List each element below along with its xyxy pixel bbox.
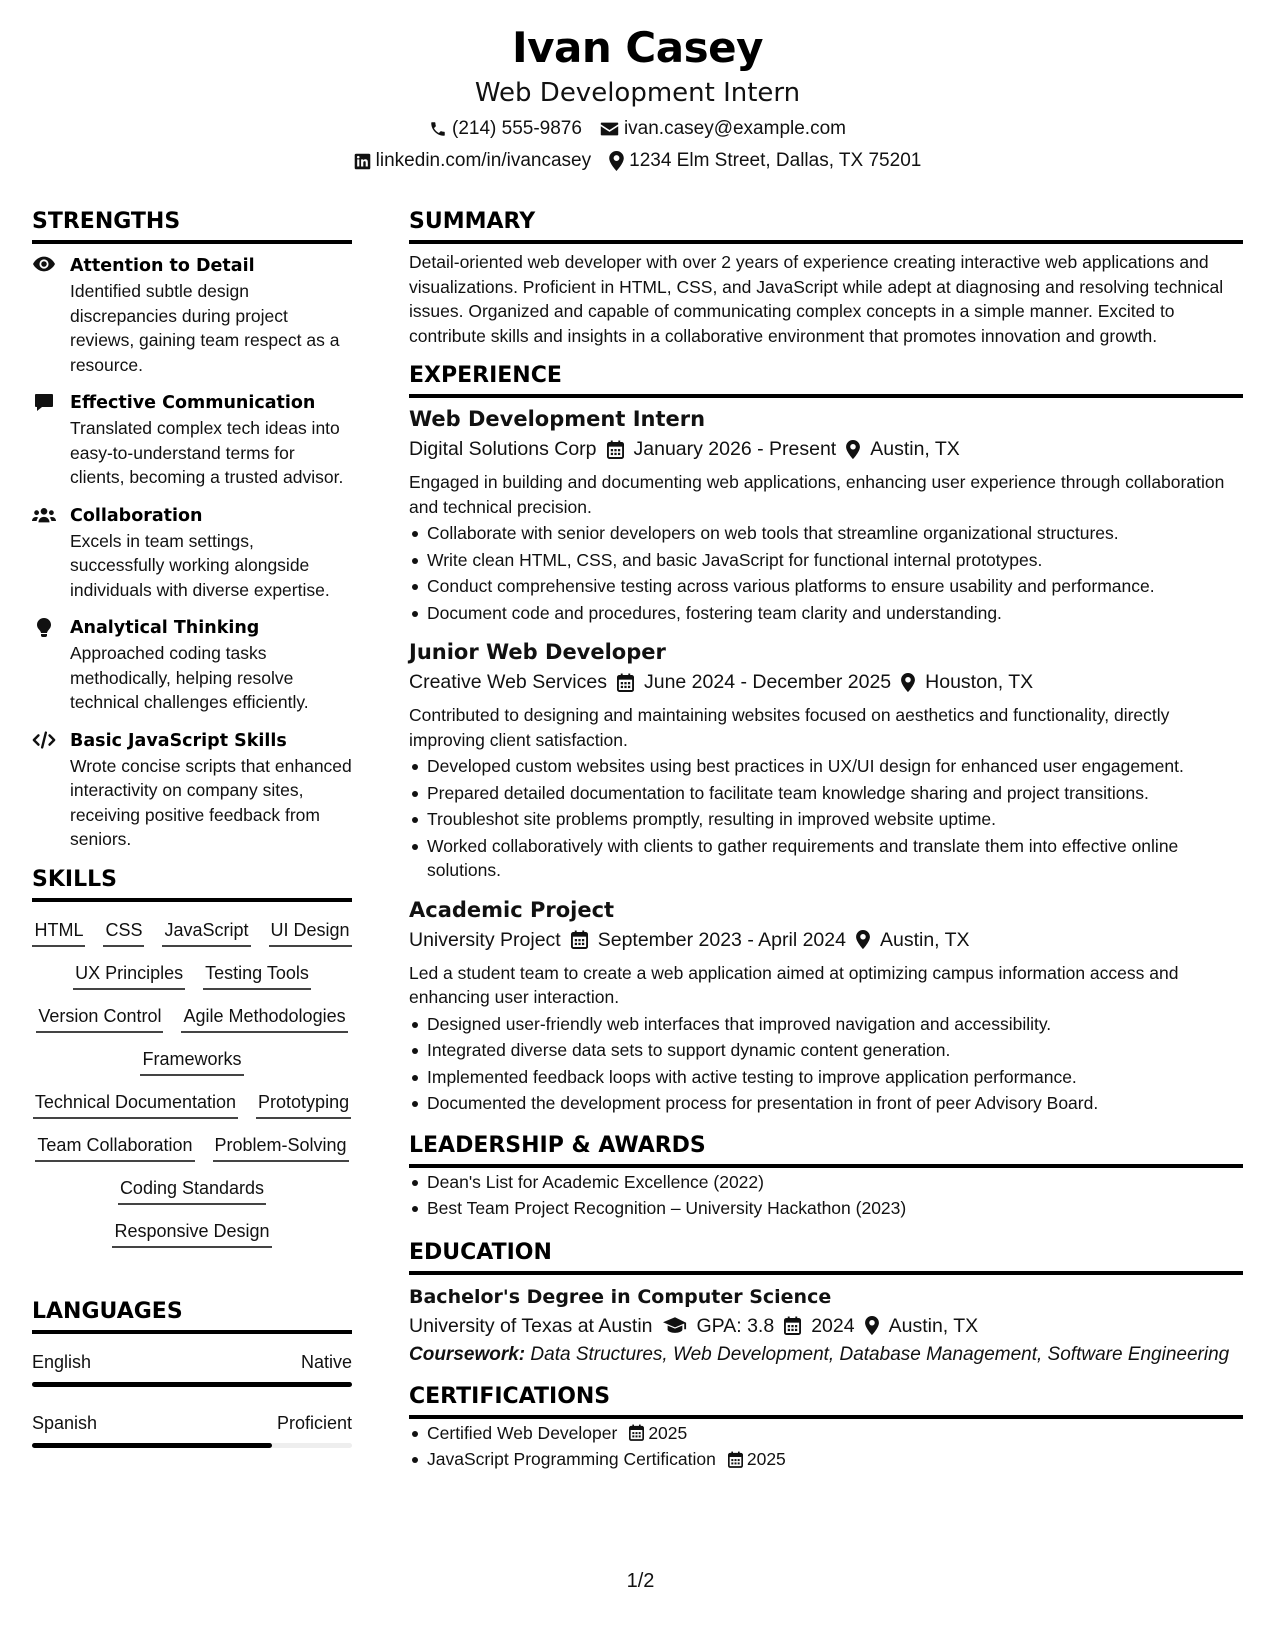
skill-tag: Frameworks: [140, 1047, 243, 1076]
strengths-list: [32, 254, 352, 852]
list-item: Document code and procedures, fostering team clarity and understanding.: [409, 601, 1243, 626]
certifications-heading: CERTIFICATIONS: [409, 1383, 1243, 1419]
calendar-icon: [571, 930, 588, 949]
linkedin-text[interactable]: linkedin.com/in/ivancasey: [375, 150, 592, 171]
coursework-label: Coursework:: [409, 1343, 526, 1365]
company-name: University Project: [409, 928, 561, 951]
language-item: [32, 1350, 352, 1387]
list-item: Developed custom websites using best practices in UX/UI design for enhanced user engagement.: [409, 754, 1243, 779]
calendar-icon: [728, 1451, 743, 1468]
job-description: Engaged in building and documenting web applications, enhancing user experience through collaboration and technical precision.: [409, 472, 1225, 517]
languages-list: [32, 1350, 352, 1448]
language-proficiency-bar: [32, 1443, 352, 1448]
language-item: [32, 1411, 352, 1448]
strength-item: [32, 391, 352, 490]
certification-year: 2025: [648, 1422, 688, 1443]
strength-desc: Approached coding tasks methodically, helping resolve technical challenges efficiently.: [70, 643, 309, 712]
calendar-icon: [629, 1424, 644, 1441]
map-pin-icon: [865, 1316, 879, 1335]
company-name: Creative Web Services: [409, 671, 607, 693]
certification-year: 2025: [746, 1449, 786, 1469]
job-description: Contributed to designing and maintaining websites focused on aesthetics and functionality, directly improving client satisfaction.: [409, 705, 1170, 750]
lightbulb-icon: [32, 616, 56, 715]
job-entry: [409, 895, 1243, 1116]
gpa-text: GPA: 3.8: [696, 1314, 775, 1337]
education-heading: EDUCATION: [409, 1239, 1243, 1275]
job-meta: [409, 667, 1243, 697]
job-entry: [409, 637, 1243, 883]
page-number: 1/2: [626, 1570, 655, 1592]
education-meta: [409, 1311, 1243, 1341]
calendar-icon: [607, 440, 624, 459]
skills-heading: SKILLS: [32, 866, 352, 902]
map-pin-icon: [901, 673, 915, 692]
job-dates: September 2023 - April 2024: [597, 928, 846, 951]
education-location: Austin, TX: [888, 1314, 979, 1337]
list-item: [409, 1447, 1243, 1472]
linkedin-icon: [354, 153, 371, 170]
job-location: Austin, TX: [879, 928, 970, 951]
skill-tag: Testing Tools: [203, 961, 311, 990]
job-location: Houston, TX: [925, 671, 1034, 693]
resume-header: [0, 22, 1275, 174]
job-title: Academic Project: [409, 897, 615, 922]
skill-tag: Coding Standards: [118, 1176, 266, 1205]
users-icon: [32, 504, 56, 603]
language-proficiency-fill: [32, 1443, 272, 1448]
experience-heading: EXPERIENCE: [409, 362, 1243, 398]
eye-icon: [32, 254, 56, 377]
strength-item: [32, 729, 352, 852]
skill-tag: Prototyping: [256, 1090, 351, 1119]
graduation-cap-icon: [663, 1317, 687, 1334]
coursework: [409, 1343, 1243, 1367]
language-proficiency-bar: [32, 1382, 352, 1387]
degree-title: Bachelor's Degree in Computer Science: [409, 1285, 832, 1308]
job-description: Led a student team to create a web application aimed at optimizing campus information access and enhancing user interaction.: [409, 962, 1179, 1007]
map-pin-icon: [846, 440, 860, 459]
list-item: Integrated diverse data sets to support dynamic content generation.: [409, 1038, 1243, 1063]
list-item: Troubleshot site problems promptly, resulting in improved website uptime.: [409, 807, 1243, 832]
strength-item: [32, 254, 352, 377]
language-level: Native: [300, 1351, 352, 1372]
skill-tag: CSS: [103, 918, 144, 947]
list-item: Documented the development process for presentation in front of peer Advisory Board.: [409, 1091, 1243, 1116]
list-item: Write clean HTML, CSS, and basic JavaScript for functional internal prototypes.: [409, 548, 1243, 573]
list-item: Best Team Project Recognition – University Hackathon (2023): [409, 1196, 1243, 1221]
calendar-icon: [784, 1316, 801, 1335]
coursework-list: Data Structures, Web Development, Database Management, Software Engineering: [530, 1343, 1230, 1365]
strength-desc: Identified subtle design discrepancies during project reviews, gaining team respect as a resource.: [70, 281, 340, 375]
skill-tag: Technical Documentation: [33, 1090, 238, 1119]
strength-item: [32, 616, 352, 715]
strength-name: Basic JavaScript Skills: [70, 730, 287, 751]
skills-list: [32, 918, 352, 1248]
left-column: [32, 208, 352, 1472]
strength-name: Attention to Detail: [70, 256, 255, 276]
graduation-year: 2024: [811, 1314, 855, 1337]
contact-row-1: [0, 116, 1275, 142]
language-proficiency-fill: [32, 1382, 352, 1387]
code-icon: [32, 729, 56, 852]
list-item: [409, 1421, 1243, 1446]
skill-tag: Team Collaboration: [35, 1133, 194, 1162]
strength-name: Effective Communication: [70, 393, 316, 413]
candidate-name: Ivan Casey: [512, 23, 763, 72]
map-pin-icon: [609, 151, 624, 171]
phone-contact: [429, 116, 582, 142]
list-item: Designed user-friendly web interfaces that improved navigation and accessibility.: [409, 1012, 1243, 1037]
job-title: Web Development Intern: [409, 407, 706, 431]
skill-tag: Version Control: [36, 1004, 163, 1033]
skill-tag: JavaScript: [162, 918, 250, 947]
strength-desc: Wrote concise scripts that enhanced interactivity on company sites, receiving positive feedback from seniors.: [70, 755, 352, 849]
strength-desc: Translated complex tech ideas into easy-to-understand terms for clients, becoming a trusted advisor.: [70, 418, 344, 487]
summary-text: Detail-oriented web developer with over 2 years of experience creating interactive web applications and visualizations. Proficient in HTML, CSS, and JavaScript while adept at diagnosing and resolving technical issues. Organized and capable of communicating complex concepts in a simple manner. Excited to contribute skills and insights in a collaborative environment that promotes innovation and growth.: [409, 252, 1224, 346]
job-bullets: [409, 1012, 1243, 1116]
list-item: Conduct comprehensive testing across various platforms to ensure usability and performance.: [409, 574, 1243, 599]
list-item: Dean's List for Academic Excellence (2022): [409, 1170, 1243, 1195]
company-name: Digital Solutions Corp: [409, 438, 597, 460]
job-meta: [409, 925, 1243, 955]
school-name: University of Texas at Austin: [409, 1314, 653, 1337]
job-bullets: [409, 521, 1243, 625]
languages-heading: LANGUAGES: [32, 1298, 352, 1334]
job-dates: June 2024 - December 2025: [643, 671, 892, 693]
skill-tag: Responsive Design: [112, 1219, 271, 1248]
strength-desc: Excels in team settings, successfully working alongside individuals with diverse expertise.: [70, 530, 330, 600]
phone-text: (214) 555-9876: [452, 118, 582, 139]
address-contact: [609, 148, 921, 174]
envelope-icon: [600, 121, 619, 137]
candidate-title: Web Development Intern: [474, 78, 801, 108]
leadership-heading: LEADERSHIP & AWARDS: [409, 1132, 1243, 1168]
skill-tag: UI Design: [269, 918, 352, 947]
chat-icon: [32, 391, 56, 490]
job-meta: [409, 434, 1243, 464]
job-bullets: [409, 754, 1243, 883]
linkedin-contact[interactable]: [354, 148, 591, 174]
job-entry: [409, 404, 1243, 625]
skill-tag: HTML: [32, 918, 85, 947]
language-level: Proficient: [276, 1412, 352, 1433]
skill-tag: Problem-Solving: [213, 1133, 349, 1162]
job-location: Austin, TX: [870, 438, 960, 460]
email-text[interactable]: ivan.casey@example.com: [623, 118, 846, 139]
strength-item: [32, 504, 352, 603]
email-contact[interactable]: [600, 116, 846, 142]
address-text: 1234 Elm Street, Dallas, TX 75201: [629, 150, 922, 171]
list-item: Prepared detailed documentation to facilitate team knowledge sharing and project transitions.: [409, 781, 1243, 806]
leadership-list: [409, 1170, 1243, 1221]
language-name: English: [32, 1351, 92, 1372]
strength-name: Collaboration: [70, 505, 203, 526]
strengths-heading: STRENGTHS: [32, 208, 352, 244]
right-column: [409, 208, 1243, 1472]
job-title: Junior Web Developer: [409, 640, 666, 664]
certification-name: Certified Web Developer: [427, 1422, 618, 1443]
phone-icon: [429, 120, 447, 138]
skill-tag: UX Principles: [73, 961, 185, 990]
strength-name: Analytical Thinking: [70, 618, 260, 638]
certifications-list: [409, 1421, 1243, 1472]
job-dates: January 2026 - Present: [633, 438, 837, 460]
skill-tag: Agile Methodologies: [181, 1004, 347, 1033]
list-item: Collaborate with senior developers on web tools that streamline organizational structures.: [409, 521, 1243, 546]
contact-row-2: [0, 148, 1275, 174]
map-pin-icon: [856, 930, 870, 949]
list-item: Implemented feedback loops with active testing to improve application performance.: [409, 1065, 1243, 1090]
language-name: Spanish: [32, 1412, 98, 1433]
certification-name: JavaScript Programming Certification: [427, 1449, 716, 1469]
calendar-icon: [617, 673, 634, 692]
summary-heading: SUMMARY: [409, 208, 1243, 244]
list-item: Worked collaboratively with clients to gather requirements and translate them into effective online solutions.: [409, 834, 1243, 883]
